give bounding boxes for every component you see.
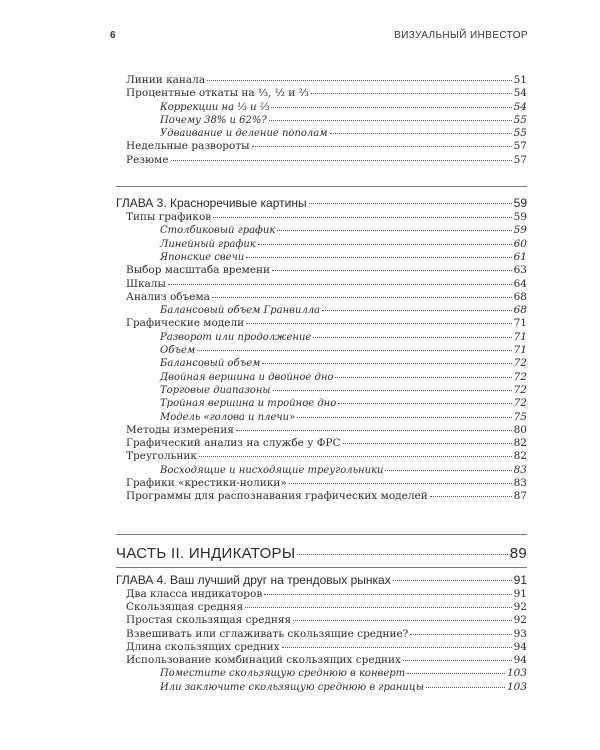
toc-subentry xyxy=(126,251,527,264)
entry-page: 57 xyxy=(513,140,527,153)
toc-subentry xyxy=(126,101,527,114)
entry-page: 83 xyxy=(513,463,527,476)
dot-leader xyxy=(264,594,511,595)
toc-entry xyxy=(126,317,527,330)
entry-page: 59 xyxy=(513,211,527,224)
entry-title: Графики «крестики-нолики» xyxy=(126,477,287,490)
entry-title: Графические модели xyxy=(126,317,245,330)
dot-leader xyxy=(311,93,512,94)
entry-title: Столбиковый график xyxy=(160,225,276,237)
dot-leader xyxy=(171,160,512,161)
entry-page: 87 xyxy=(513,490,527,503)
toc-subentry xyxy=(126,371,527,384)
entry-page: 80 xyxy=(513,423,527,436)
toc-entry xyxy=(126,601,527,614)
entry-page: 93 xyxy=(513,627,527,640)
dot-leader xyxy=(245,607,511,608)
toc-subentry xyxy=(126,224,527,237)
running-title: ВИЗУАЛЬНЫЙ ИНВЕСТОР xyxy=(394,30,528,41)
entry-page: 71 xyxy=(513,330,527,343)
entry-title: Двойная вершина и двойное дно xyxy=(160,371,334,383)
entry-title: Линейный график xyxy=(160,238,256,250)
toc-subentry xyxy=(126,238,527,251)
entry-page: 82 xyxy=(513,450,527,463)
entry-title: Линии канала xyxy=(126,74,206,86)
toc-entry xyxy=(126,654,527,667)
toc-subentry xyxy=(126,464,527,477)
entry-title: Коррекции на ⅓ и ⅔ xyxy=(160,101,270,113)
entry-page: 103 xyxy=(506,667,527,680)
entry-title: Резюме xyxy=(126,153,169,166)
dot-leader xyxy=(212,297,512,298)
entry-page: 71 xyxy=(513,344,527,357)
chapter-page: 91 xyxy=(513,572,527,587)
dot-leader xyxy=(426,687,505,688)
entry-title: Поместите скользящую среднюю в конверт xyxy=(160,668,406,680)
dot-leader xyxy=(297,554,507,555)
dot-leader xyxy=(197,350,511,351)
toc-entry xyxy=(126,87,527,100)
entry-page: 72 xyxy=(513,357,527,370)
toc-entry xyxy=(126,74,527,87)
entry-page: 94 xyxy=(513,654,527,667)
toc-entry xyxy=(126,437,527,450)
entry-page: 94 xyxy=(513,640,527,653)
toc-entry xyxy=(126,278,527,291)
dot-leader xyxy=(246,323,511,324)
entry-title: Недельные развороты xyxy=(126,140,250,153)
dot-leader xyxy=(330,133,512,134)
entry-title: Почему 38% и 62%? xyxy=(160,114,267,126)
chapter-title: ГЛАВА 3. Красноречивые картины xyxy=(116,196,307,211)
entry-page: 82 xyxy=(513,437,527,450)
dot-leader xyxy=(269,120,512,121)
entry-page: 60 xyxy=(513,237,527,250)
entry-title: Простая скользящая средняя xyxy=(126,614,292,627)
dot-leader xyxy=(262,363,511,364)
toc-group-2 xyxy=(126,211,527,504)
toc-entry xyxy=(126,477,527,490)
toc-subentry xyxy=(126,357,527,370)
chapter-3-heading xyxy=(116,195,527,211)
toc-subentry xyxy=(126,384,527,397)
toc-entry xyxy=(126,211,527,224)
dot-leader xyxy=(213,217,511,218)
entry-title: Разворот или продолжение xyxy=(160,331,312,343)
dot-leader xyxy=(272,270,512,271)
dot-leader xyxy=(246,257,511,258)
entry-page: 68 xyxy=(513,290,527,303)
toc-subentry xyxy=(126,114,527,127)
entry-title: Процентные откаты на ⅓, ½ и ⅔ xyxy=(126,87,309,100)
entry-title: Удваивание и деление пополам xyxy=(160,128,328,140)
toc-entry xyxy=(126,588,527,601)
toc-subentry xyxy=(126,331,527,344)
entry-title: Или заключите скользящую среднюю в границы xyxy=(160,681,424,693)
part-2-heading xyxy=(116,545,527,563)
chapter-title: ГЛАВА 4. Ваш лучший друг на трендовых рынках xyxy=(116,572,391,587)
dot-leader xyxy=(430,496,512,497)
entry-page: 54 xyxy=(513,87,527,100)
entry-page: 64 xyxy=(513,277,527,290)
entry-title: Использование комбинаций скользящих средних xyxy=(126,654,401,667)
entry-title: Методы измерения xyxy=(126,423,234,436)
toc-entry xyxy=(126,154,527,167)
toc-entry xyxy=(126,641,527,654)
toc-entry xyxy=(126,614,527,627)
dot-leader xyxy=(403,660,512,661)
dot-leader xyxy=(410,634,511,635)
dot-leader xyxy=(236,430,512,431)
dot-leader xyxy=(252,146,512,147)
toc-subentry xyxy=(126,411,527,424)
entry-title: Выбор масштаба времени xyxy=(126,264,271,277)
entry-title: Графический анализ на службе у ФРС xyxy=(126,437,341,450)
dot-leader xyxy=(271,107,511,108)
part-title: ЧАСТЬ II. ИНДИКАТОРЫ xyxy=(116,544,296,562)
entry-page: 72 xyxy=(513,383,527,396)
toc-entry xyxy=(126,490,527,503)
entry-title: Программы для распознавания графических моделей xyxy=(126,490,428,503)
entry-page: 54 xyxy=(513,100,527,113)
chapter-4-heading xyxy=(116,572,527,588)
entry-page: 57 xyxy=(513,153,527,166)
entry-title: Японские свечи xyxy=(160,251,245,263)
dot-leader xyxy=(297,417,511,418)
dot-leader xyxy=(258,244,512,245)
entry-page: 92 xyxy=(513,614,527,627)
dot-leader xyxy=(343,443,512,444)
entry-page: 71 xyxy=(513,317,527,330)
toc-group-3 xyxy=(126,588,527,694)
entry-page: 68 xyxy=(513,304,527,317)
toc-entry xyxy=(126,140,527,153)
entry-title: Длина скользящих средних xyxy=(126,640,280,653)
toc-group-1 xyxy=(126,74,527,167)
toc-subentry xyxy=(126,681,527,694)
dot-leader xyxy=(393,580,512,581)
dot-leader xyxy=(322,310,511,311)
entry-title: Модель «голова и плечи» xyxy=(160,411,296,423)
toc-entry xyxy=(126,424,527,437)
entry-page: 55 xyxy=(513,127,527,140)
toc-subentry xyxy=(126,127,527,140)
page-number: 6 xyxy=(110,30,116,41)
entry-title: Тройная вершина и тройное дно xyxy=(160,398,337,410)
part-page: 89 xyxy=(509,544,527,562)
dot-leader xyxy=(207,80,512,81)
entry-title: Восходящие и нисходящие треугольники xyxy=(160,464,384,476)
toc-entry xyxy=(126,264,527,277)
entry-page: 61 xyxy=(513,250,527,263)
dot-leader xyxy=(309,203,512,204)
entry-title: Треугольник xyxy=(126,450,197,463)
toc-entry xyxy=(126,628,527,641)
table-of-contents xyxy=(116,74,527,694)
dot-leader xyxy=(338,403,511,404)
page-header xyxy=(110,30,528,44)
entry-title: Шкалы xyxy=(126,277,166,290)
entry-title: Два класса индикаторов xyxy=(126,587,263,600)
entry-page: 72 xyxy=(513,397,527,410)
entry-title: Скользящая средняя xyxy=(126,600,244,613)
dot-leader xyxy=(277,230,511,231)
toc-entry xyxy=(126,450,527,463)
entry-title: Торговые диапазоны xyxy=(160,384,271,396)
entry-title: Объем xyxy=(160,345,196,357)
toc-subentry xyxy=(126,667,527,680)
entry-page: 75 xyxy=(513,410,527,423)
entry-page: 92 xyxy=(513,600,527,613)
dot-leader xyxy=(199,456,512,457)
toc-subentry xyxy=(126,304,527,317)
toc-subentry xyxy=(126,397,527,410)
toc-entry xyxy=(126,291,527,304)
entry-title: Балансовый объем xyxy=(160,358,261,370)
entry-page: 51 xyxy=(513,74,527,86)
dot-leader xyxy=(273,390,512,391)
entry-page: 103 xyxy=(506,680,527,693)
entry-page: 55 xyxy=(513,113,527,126)
toc-subentry xyxy=(126,344,527,357)
entry-title: Типы графиков xyxy=(126,211,212,224)
entry-title: Взвешивать или сглаживать скользящие средние? xyxy=(126,627,409,640)
dot-leader xyxy=(313,337,511,338)
dot-leader xyxy=(407,673,505,674)
dot-leader xyxy=(282,647,512,648)
entry-title: Анализ объема xyxy=(126,290,210,303)
entry-page: 72 xyxy=(513,370,527,383)
entry-page: 83 xyxy=(513,477,527,490)
entry-page: 59 xyxy=(513,224,527,237)
dot-leader xyxy=(385,470,511,471)
dot-leader xyxy=(168,284,512,285)
entry-page: 91 xyxy=(513,587,527,600)
dot-leader xyxy=(289,483,512,484)
dot-leader xyxy=(335,377,511,378)
entry-page: 63 xyxy=(513,264,527,277)
entry-title: Балансовый объем Гранвилла xyxy=(160,305,321,317)
dot-leader xyxy=(293,620,512,621)
chapter-page: 59 xyxy=(513,196,527,211)
